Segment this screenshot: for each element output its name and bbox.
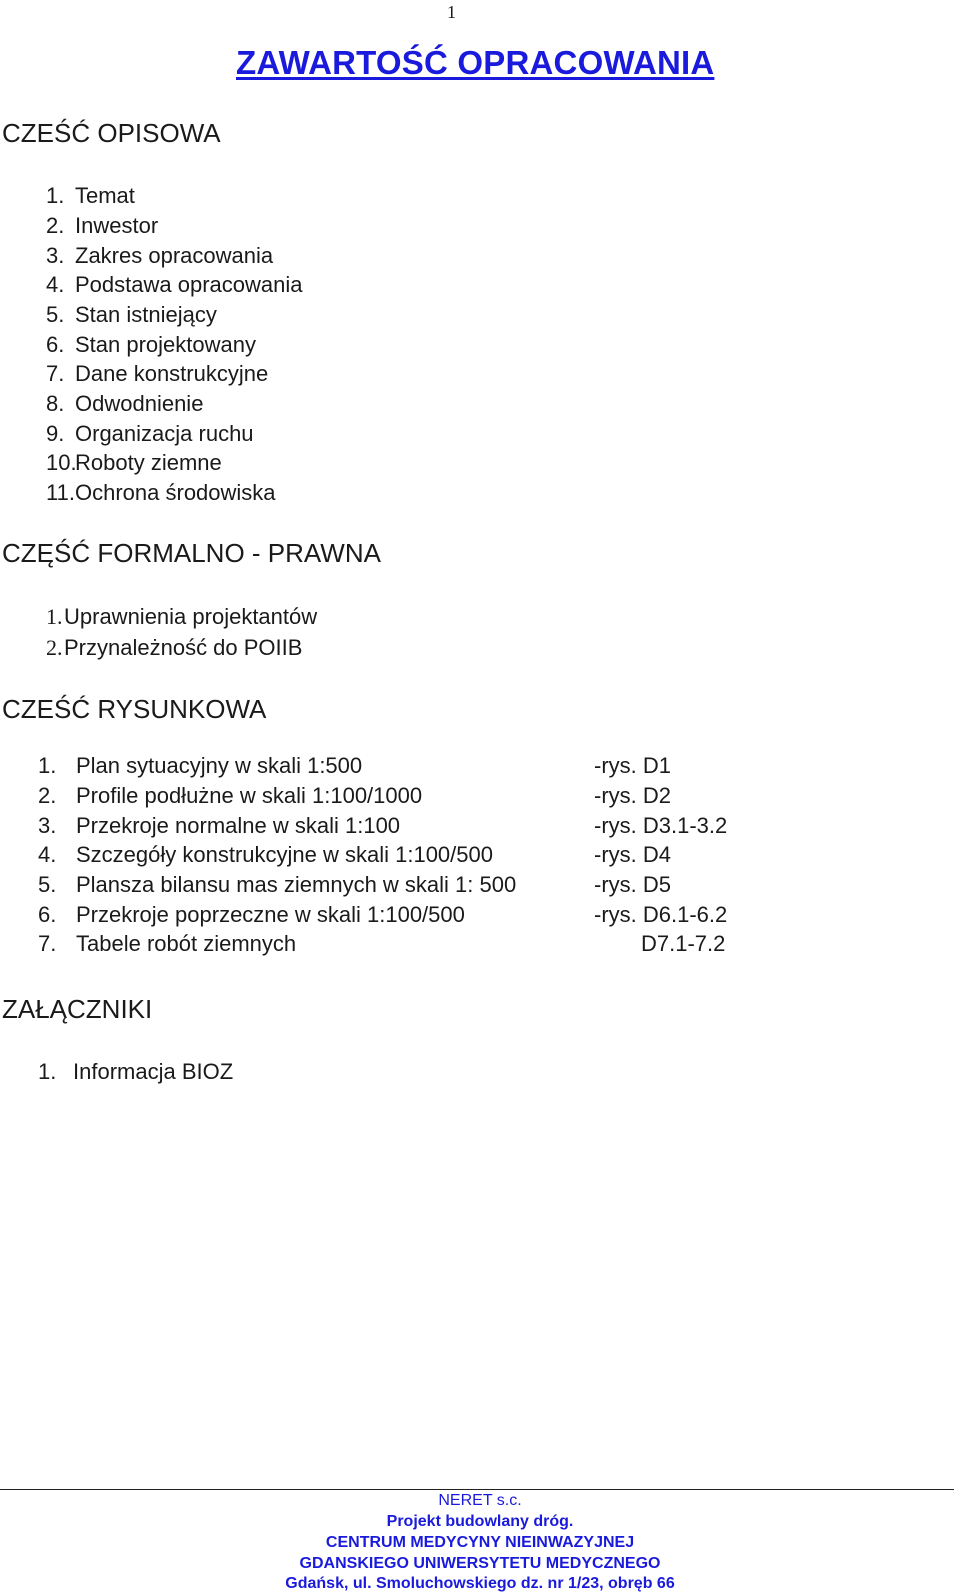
section-heading-zalaczniki: ZAŁĄCZNIKI (2, 994, 153, 1024)
footer-line-4: GDANSKIEGO UNIWERSYTETU MEDYCZNEGO (299, 1555, 661, 1572)
document-title: ZAWARTOŚĆ OPRACOWANIA (236, 44, 715, 81)
footer-company: NERET s.c. (438, 1492, 522, 1509)
footer-project: Projekt budowlany dróg. (386, 1513, 574, 1530)
footer-line-3: CENTRUM MEDYCYNY NIEINWAZYJNEJ (325, 1534, 635, 1551)
section-heading-rysunkowa: CZEŚĆ RYSUNKOWA (2, 694, 267, 724)
footer-address: Gdańsk, ul. Smoluchowskiego dz. nr 1/23, obręb 66 (285, 1575, 675, 1592)
footer-divider (0, 1489, 954, 1490)
section-heading-formalno-prawna: CZĘŚĆ FORMALNO - PRAWNA (2, 538, 381, 568)
page-number: 1 (447, 2, 456, 22)
section-heading-opisowa: CZEŚĆ OPISOWA (2, 118, 221, 148)
